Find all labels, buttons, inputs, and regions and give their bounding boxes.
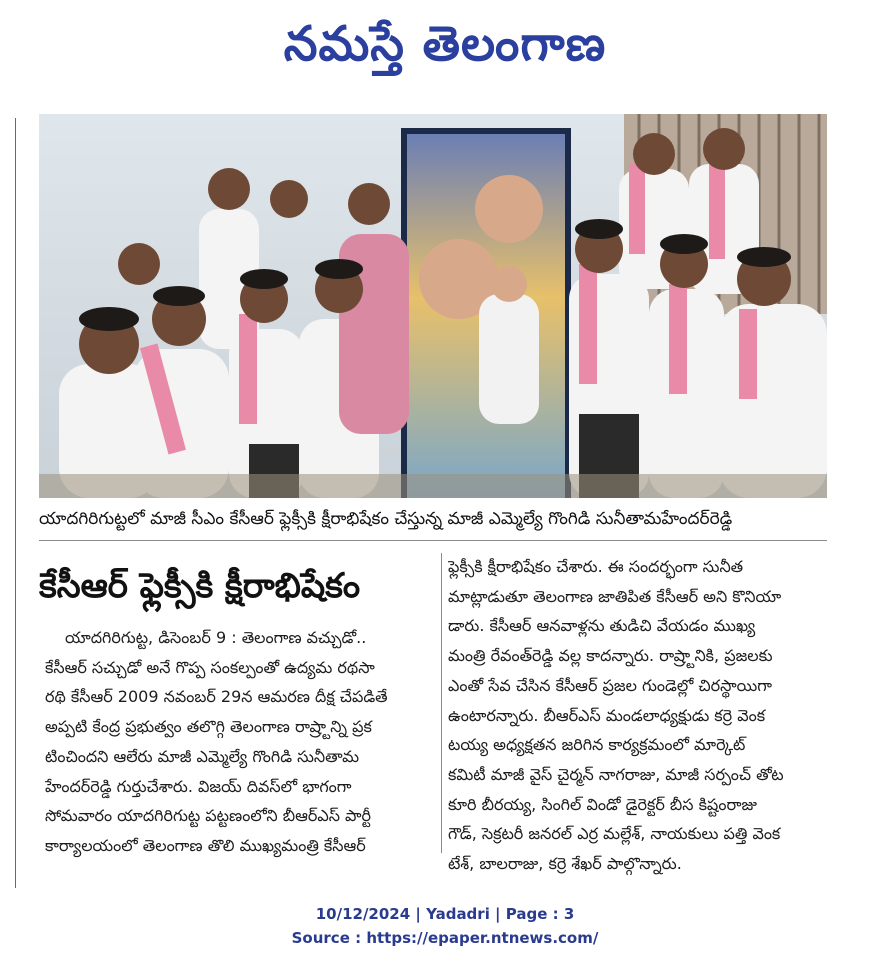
- source-link[interactable]: Source : https://epaper.ntnews.com/: [291, 929, 599, 947]
- article-headline: కేసీఆర్ ఫ్లెక్సీకి క్షీరాభిషేకం: [39, 566, 361, 606]
- article-body-right-column: [448, 552, 828, 879]
- newspaper-title: నమస్తే తెలంగాణ: [283, 16, 607, 72]
- article-line: మంత్రి రేవంత్‌రెడ్డి వల్ల కాదన్నారు. రాష్ర్టానికి, ప్రజలకు: [448, 646, 773, 666]
- caption-divider: [39, 540, 827, 541]
- article-line: సోమవారం యాదగిరిగుట్ట పట్టణంలోని బీఆర్‌ఎస్ పార్టీ: [45, 806, 372, 826]
- article-line: టయ్య అధ్యక్షతన జరిగిన కార్యక్రమంలో మార్కెట్: [448, 735, 746, 755]
- news-photo: [39, 114, 827, 498]
- article-line: హేందర్‌రెడ్డి గుర్తుచేశారు. విజయ్ దివస్‌లో భాగంగా: [45, 776, 352, 796]
- photo-caption: యాదగిరిగుట్టలో మాజీ సీఎం కేసీఆర్ ఫ్లెక్సీకి క్షీరాభిషేకం చేస్తున్న మాజీ ఎమ్మెల్యే గొంగిడి సునీతామహేందర్‌రెడ్డి: [39, 509, 733, 529]
- left-margin-rule: [15, 118, 16, 888]
- article-line: మాట్లాడుతూ తెలంగాణ జాతిపిత కేసీఆర్ అని కొనియా: [448, 586, 782, 606]
- article-line: ఫ్లెక్సీకి క్షీరాభిషేకం చేశారు. ఈ సందర్భంగా సునీత: [448, 557, 744, 576]
- article-line: రథి కేసీఆర్ 2009 నవంబర్ 29న ఆమరణ దీక్ష చేపడితే: [45, 687, 388, 707]
- article-line: డారు. కేసీఆర్ ఆనవాళ్లను తుడిచి వేయడం ముఖ్య: [448, 616, 756, 636]
- masthead: [0, 8, 890, 80]
- article-line: టేశ్, బాలరాజు, కర్రె శేఖర్ పాల్గొన్నారు.: [448, 854, 682, 874]
- article-line: యాదగిరిగుట్ట, డిసెంబర్ 9 : తెలంగాణ వచ్చుడో..: [65, 628, 367, 647]
- article-line: కేసీఆర్ సచ్చుడో అనే గొప్ప సంకల్పంతో ఉద్యమ రథసా: [45, 657, 375, 677]
- article-line: అప్పటి కేంద్ర ప్రభుత్వం తలొగ్గి తెలంగాణ రాష్ర్టాన్ని ప్రక: [45, 717, 372, 737]
- page-footer: [0, 902, 890, 950]
- article-body-left-column: [45, 623, 437, 861]
- article-line: ఎంతో సేవ చేసిన కేసీఆర్ ప్రజల గుండెల్లో చిరస్థాయిగా: [448, 675, 772, 695]
- column-divider: [441, 553, 442, 853]
- article-line: కూరి బీరయ్య, సింగిల్ విండో డైరెక్టర్ బీస కిష్టంరాజు: [448, 794, 757, 814]
- article-line: టించిందని ఆలేరు మాజీ ఎమ్మెల్యే గొంగిడి సునీతామ: [45, 746, 360, 766]
- article-line: గౌడ్, సెక్రటరీ జనరల్ ఎర్ర మల్లేశ్, నాయకులు పత్తి వెంక: [448, 824, 781, 844]
- article-line: కమిటీ మాజీ వైస్ చైర్మన్ నాగరాజు, మాజీ సర్పంచ్ తోట: [448, 764, 784, 784]
- article-line: కార్యాలయంలో తెలంగాణ తొలి ముఖ్యమంత్రి కేసీఆర్: [45, 835, 366, 855]
- edition-info: 10/12/2024 | Yadadri | Page : 3: [315, 905, 575, 923]
- article-line: ఉంటారన్నారు. బీఆర్‌ఎస్ మండలాధ్యక్షుడు కర్రె వెంక: [448, 705, 766, 725]
